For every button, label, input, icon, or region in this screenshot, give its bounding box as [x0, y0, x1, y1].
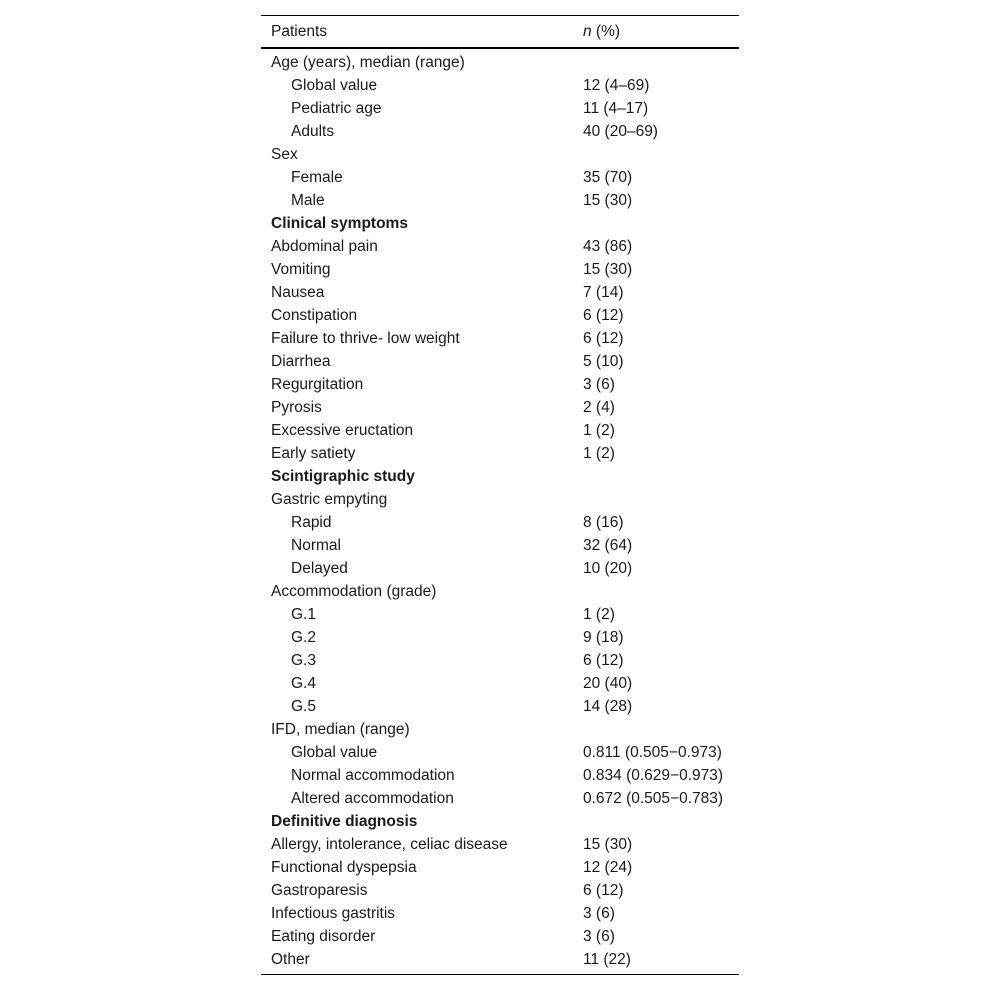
- row-value: 3 (6): [583, 928, 615, 945]
- row-label: Scintigraphic study: [271, 468, 415, 485]
- row-label: Vomiting: [271, 261, 331, 278]
- row-label: Abdominal pain: [271, 238, 378, 255]
- row-value: 3 (6): [583, 376, 615, 393]
- row-value: 11 (4–17): [583, 100, 649, 117]
- row-label: Eating disorder: [271, 928, 376, 945]
- patient-characteristics-table: [261, 15, 739, 975]
- table-row: [261, 925, 739, 948]
- row-value: 15 (30): [583, 261, 633, 278]
- row-label: Regurgitation: [271, 376, 364, 393]
- row-value: 1 (2): [583, 445, 615, 462]
- row-value: 32 (64): [583, 537, 633, 554]
- row-value: [583, 810, 739, 833]
- row-label: G.2: [291, 629, 316, 646]
- row-label: IFD, median (range): [271, 721, 410, 738]
- row-label: G.3: [291, 652, 316, 669]
- table-row: [261, 327, 739, 350]
- table-row: [261, 718, 739, 741]
- table-row: [261, 488, 739, 511]
- table-row: [261, 787, 739, 810]
- row-label: Age (years), median (range): [271, 54, 465, 71]
- table-row: [261, 626, 739, 649]
- row-value: [583, 580, 739, 603]
- row-label: Normal accommodation: [291, 767, 455, 784]
- table-row: [261, 74, 739, 97]
- table-row: [261, 948, 739, 975]
- row-value: 12 (24): [583, 859, 633, 876]
- row-value: 14 (28): [583, 698, 633, 715]
- row-value: 7 (14): [583, 284, 624, 301]
- row-label: Female: [291, 169, 343, 186]
- table-row: [261, 557, 739, 580]
- row-label: G.1: [291, 606, 316, 623]
- row-value: 5 (10): [583, 353, 624, 370]
- row-label: G.4: [291, 675, 316, 692]
- table-row: [261, 281, 739, 304]
- table-row: [261, 166, 739, 189]
- row-value: 1 (2): [583, 606, 615, 623]
- row-label: Excessive eructation: [271, 422, 414, 439]
- table-row: [261, 304, 739, 327]
- row-label: Altered accommodation: [291, 790, 454, 807]
- table-row: [261, 764, 739, 787]
- table-row: [261, 902, 739, 925]
- table-row: [261, 419, 739, 442]
- row-value: 1 (2): [583, 422, 615, 439]
- table-row: [261, 143, 739, 166]
- row-label: Gastric empyting: [271, 491, 388, 508]
- data-table: [261, 15, 739, 975]
- table-row: [261, 189, 739, 212]
- row-label: Pediatric age: [291, 100, 382, 117]
- table-row: [261, 695, 739, 718]
- header-percent: (%): [591, 23, 621, 40]
- row-value: 11 (22): [583, 951, 631, 968]
- table-header: [261, 16, 739, 49]
- row-value: 40 (20–69): [583, 123, 658, 140]
- table-row: [261, 856, 739, 879]
- row-label: Global value: [291, 744, 378, 761]
- table-row: [261, 511, 739, 534]
- row-label: Diarrhea: [271, 353, 331, 370]
- row-label: Normal: [291, 537, 341, 554]
- header-n: n: [583, 23, 592, 40]
- row-value: 15 (30): [583, 836, 633, 853]
- row-label: Other: [271, 951, 310, 968]
- header-patients: Patients: [271, 23, 328, 40]
- table-row: [261, 235, 739, 258]
- row-value: 3 (6): [583, 905, 615, 922]
- row-label: Delayed: [291, 560, 348, 577]
- row-label: Nausea: [271, 284, 325, 301]
- table-row: [261, 672, 739, 695]
- row-value: 2 (4): [583, 399, 615, 416]
- row-value: [583, 488, 739, 511]
- section-header-row: [261, 810, 739, 833]
- row-value: [583, 212, 739, 235]
- row-label: Adults: [291, 123, 335, 140]
- header-row: [261, 16, 739, 49]
- table-row: [261, 120, 739, 143]
- row-value: 35 (70): [583, 169, 633, 186]
- section-header-row: [261, 465, 739, 488]
- row-label: Clinical symptoms: [271, 215, 408, 232]
- table-row: [261, 48, 739, 74]
- row-label: Accommodation (grade): [271, 583, 437, 600]
- row-label: Gastroparesis: [271, 882, 368, 899]
- row-label: Rapid: [291, 514, 332, 531]
- table-row: [261, 649, 739, 672]
- row-value: 6 (12): [583, 307, 624, 324]
- table-row: [261, 258, 739, 281]
- row-value: 43 (86): [583, 238, 633, 255]
- row-label: Failure to thrive- low weight: [271, 330, 460, 347]
- row-value: 8 (16): [583, 514, 624, 531]
- header-n-percent: [583, 16, 739, 49]
- row-value: [583, 465, 739, 488]
- table-row: [261, 879, 739, 902]
- row-label: Male: [291, 192, 325, 209]
- row-value: 10 (20): [583, 560, 633, 577]
- row-label: Pyrosis: [271, 399, 322, 416]
- row-label: Allergy, intolerance, celiac disease: [271, 836, 508, 853]
- row-label: Definitive diagnosis: [271, 813, 418, 830]
- row-value: 20 (40): [583, 675, 633, 692]
- row-value: [583, 718, 739, 741]
- table-row: [261, 97, 739, 120]
- table-row: [261, 350, 739, 373]
- row-value: 0.672 (0.505−0.783): [583, 790, 724, 807]
- table-row: [261, 833, 739, 856]
- table-row: [261, 741, 739, 764]
- row-value: 9 (18): [583, 629, 624, 646]
- row-value: 0.834 (0.629−0.973): [583, 767, 724, 784]
- table-row: [261, 580, 739, 603]
- row-label: Sex: [271, 146, 298, 163]
- row-label: Functional dyspepsia: [271, 859, 417, 876]
- row-label: Global value: [291, 77, 378, 94]
- row-value: [583, 48, 739, 74]
- table-body: [261, 48, 739, 975]
- row-value: 0.811 (0.505−0.973): [583, 744, 722, 761]
- row-value: 6 (12): [583, 330, 624, 347]
- table-row: [261, 603, 739, 626]
- row-value: 12 (4–69): [583, 77, 650, 94]
- row-label: Constipation: [271, 307, 358, 324]
- section-header-row: [261, 212, 739, 235]
- row-value: 6 (12): [583, 882, 624, 899]
- row-label: Infectious gastritis: [271, 905, 396, 922]
- table-row: [261, 534, 739, 557]
- table-row: [261, 396, 739, 419]
- row-value: 6 (12): [583, 652, 624, 669]
- table-row: [261, 373, 739, 396]
- row-value: [583, 143, 739, 166]
- row-label: G.5: [291, 698, 316, 715]
- row-value: 15 (30): [583, 192, 633, 209]
- row-label: Early satiety: [271, 445, 356, 462]
- table-row: [261, 442, 739, 465]
